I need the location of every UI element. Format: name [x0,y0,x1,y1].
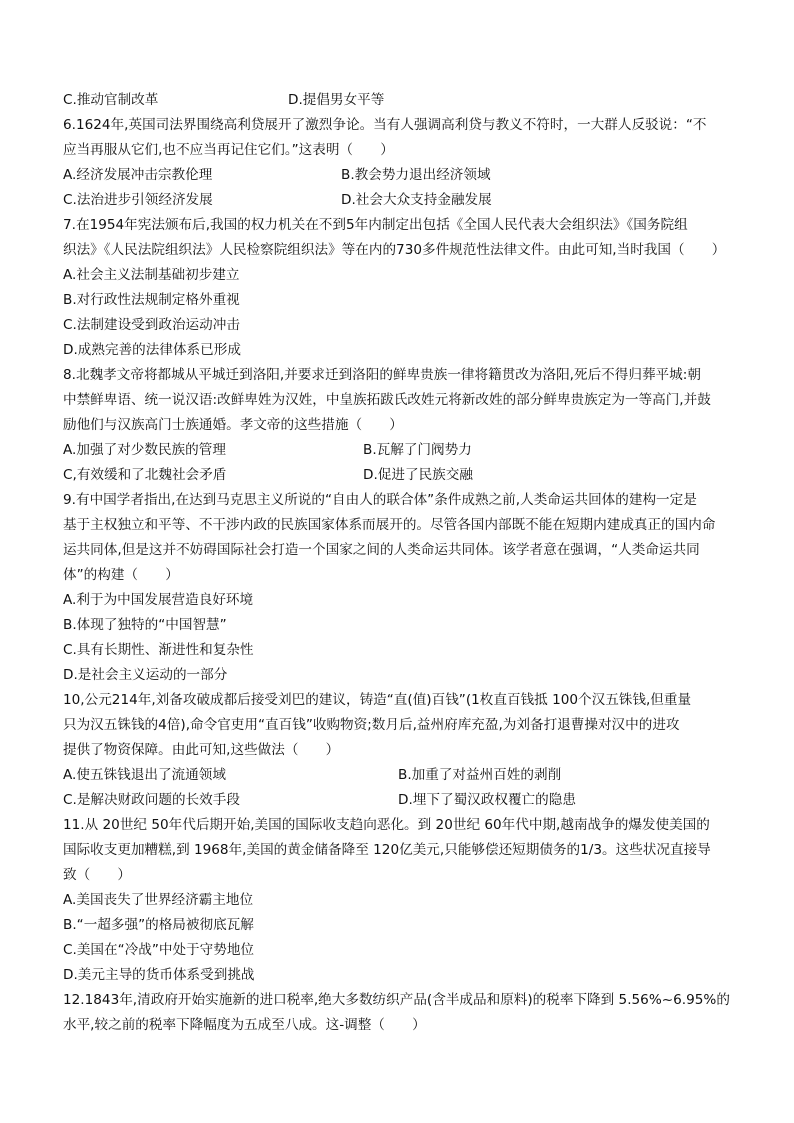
q10-stem-line-1: 10,公元214年,刘备攻破成都后接受刘巴的建议，铸造“直(值)百钱”(1枚直百钱抵 100个汉五铢钱,但重量 [63,692,692,708]
q6-stem-line-2: 应当再服从它们,也不应当再记住它们。”这表明（ ） [63,142,394,158]
question-9 [63,488,743,688]
question-11 [63,813,743,988]
q7-stem-line-1: 7.在1954年宪法颁布后,我国的权力机关在不到5年内制定出包括《全国人民代表大会组织法》《国务院组 [63,217,688,233]
q9-stem-line-4: 体”的构建（ ） [63,567,179,583]
question-8 [63,363,743,488]
q9-option-c: C.具有长期性、渐进性和复杂性 [63,642,254,658]
question-10 [63,688,743,813]
q7-option-d: D.成熟完善的法律体系已形成 [63,342,241,358]
q8-options-row-1 [63,438,743,463]
q5-option-d: D.提倡男女平等 [288,92,385,108]
q6-option-c: C.法治进步引领经济发展 [63,192,213,208]
q7-stem-line-2: 织法》《人民法院组织法》人民检察院组织法》等在内的730多件规范性法律文件。由此可知,当时我国（ ） [63,242,726,258]
q8-option-b: B.瓦解了门阀势力 [363,442,472,458]
q12-stem-line-2: 水平,较之前的税率下降幅度为五成至八成。这-调整（ ） [63,1017,426,1033]
q8-options-row-2 [63,463,743,488]
q10-option-c: C.是解决财政问题的长效手段 [63,792,240,808]
q10-stem-line-2: 只为汉五铢钱的4倍),命令官吏用“直百钱”收购物资;数月后,益州府库充盈,为刘备打退曹操对汉中的进攻 [63,717,680,733]
q10-option-d: D.埋下了蜀汉政权覆亡的隐患 [398,792,576,808]
q5-option-c: C.推动官制改革 [63,92,159,108]
q7-option-a: A.社会主义法制基础初步建立 [63,267,240,283]
question-6 [63,113,743,213]
q9-stem-line-2: 基于主权独立和平等、不干涉内政的民族国家体系而展开的。尽管各国内部既不能在短期内建成真正的国内命 [63,517,716,533]
q11-option-d: D.美元主导的货币体系受到挑战 [63,967,255,983]
q10-options-row-2 [63,788,743,813]
q9-option-b: B.体现了独特的“中国智慧” [63,617,227,633]
q7-option-b: B.对行政性法规制定格外重视 [63,292,240,308]
q6-options-row-1 [63,163,743,188]
q11-stem-line-2: 国际收支更加糟糕,到 1968年,美国的黄金储备降至 120亿美元,只能够偿还短期债务的1/3。这些状况直接导 [63,842,711,858]
q8-option-a: A.加强了对少数民族的管理 [63,442,226,458]
q8-stem-line-3: 励他们与汉族高门士族通婚。孝文帝的这些措施（ ） [63,417,403,433]
q6-option-b: B.教会势力退出经济领域 [341,167,491,183]
q7-option-c: C.法制建设受到政治运动冲击 [63,317,240,333]
q8-option-c: C,有效缓和了北魏社会矛盾 [63,467,227,483]
q11-stem-line-3: 致（ ） [63,867,131,883]
q11-option-a: A.美国丧失了世界经济霸主地位 [63,892,254,908]
q11-option-c: C.美国在“冷战”中处于守势地位 [63,942,255,958]
q12-stem-line-1: 12.1843年,清政府开始实施新的进口税率,绝大多数纺织产品(含半成品和原料)的税率下降到 5.56%~6.95%的 [63,992,730,1008]
q10-option-b: B.加重了对益州百姓的剥削 [398,767,562,783]
q6-options-row-2 [63,188,743,213]
q11-option-b: B.“一超多强”的格局被彻底瓦解 [63,917,254,933]
q8-stem-line-2: 中禁鲜卑语、统一说汉语:改鲜卑姓为汉姓，中皇族拓跋氏改姓元将新改姓的部分鲜卑贵族定为一等高门,并鼓 [63,392,711,408]
question-7 [63,213,743,363]
q8-option-d: D.促进了民族交融 [363,467,473,483]
q10-stem-line-3: 提供了物资保障。由此可知,这些做法（ ） [63,742,340,758]
q9-option-a: A.利于为中国发展营造良好环境 [63,592,254,608]
q6-option-d: D.社会大众支持金融发展 [341,192,492,208]
q6-stem-line-1: 6.1624年,英国司法界围绕高利贷展开了激烈争论。当有人强调高利贷与教义不符时，一大群人反驳说：“不 [63,117,707,133]
q9-option-d: D.是社会主义运动的一部分 [63,667,228,683]
q10-option-a: A.使五铢钱退出了流通领域 [63,767,226,783]
question-12 [63,988,743,1038]
exam-page [63,86,743,1038]
q9-stem-line-3: 运共同体,但是这并不妨碍国际社会打造一个国家之间的人类命运共同体。该学者意在强调，“人类命运共同 [63,542,700,558]
q11-stem-line-1: 11.从 20世纪 50年代后期开始,美国的国际收支趋向恶化。到 20世纪 60年代中期,越南战争的爆发使美国的 [63,817,710,833]
q5-options-row [63,88,743,113]
q9-stem-line-1: 9.有中国学者指出,在达到马克思主义所说的“自由人的联合体”条件成熟之前,人类命运共回体的建构一定是 [63,492,697,508]
q8-stem-line-1: 8.北魏孝文帝将都城从平城迁到洛阳,并要求迁到洛阳的鲜卑贵族一律将籍贯改为洛阳,死后不得归葬平城:朝 [63,367,701,383]
q10-options-row-1 [63,763,743,788]
q6-option-a: A.经济发展冲击宗教伦理 [63,167,213,183]
